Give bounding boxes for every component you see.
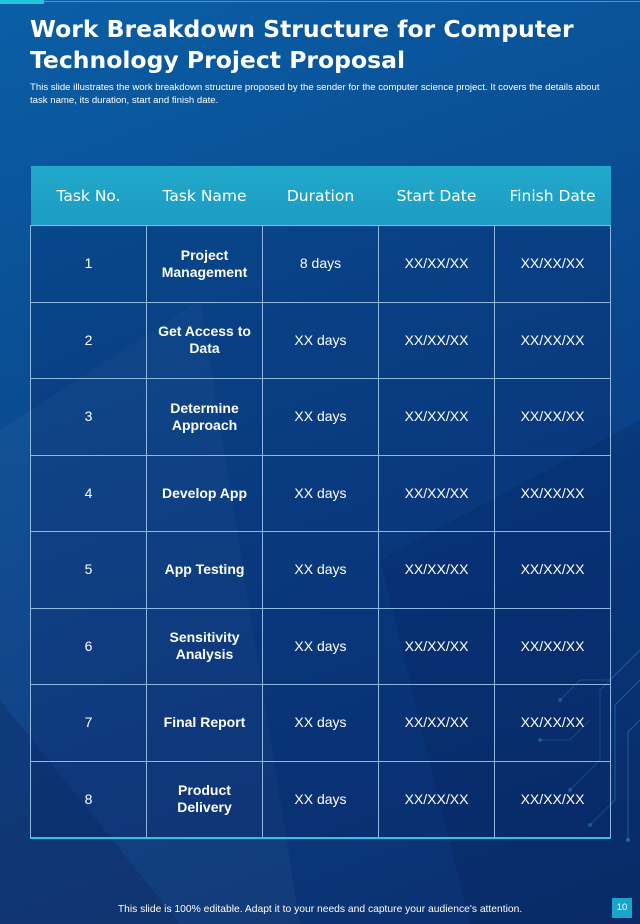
task-number-cell: 1 [31,226,147,303]
header-start-date: Start Date [379,166,495,226]
duration-cell: 8 days [263,226,379,303]
task-number-cell: 5 [31,532,147,609]
task-number-cell: 4 [31,455,147,532]
finish-date-cell: XX/XX/XX [495,761,611,838]
task-name-cell: Product Delivery [147,761,263,838]
start-date-cell: XX/XX/XX [379,761,495,838]
start-date-cell: XX/XX/XX [379,608,495,685]
duration-cell: XX days [263,761,379,838]
table-row [31,226,611,303]
slide-subtitle: This slide illustrates the work breakdown structure proposed by the sender for the computer science project. It covers the details about task name, its duration, start and finish date. [30,82,600,106]
header-task-no: Task No. [31,166,147,226]
top-accent-bar [0,0,44,4]
header-finish-date: Finish Date [495,166,611,226]
table-row [31,379,611,456]
table-row [31,455,611,532]
finish-date-cell: XX/XX/XX [495,226,611,303]
start-date-cell: XX/XX/XX [379,532,495,609]
task-number-cell: 3 [31,379,147,456]
task-number-cell: 8 [31,761,147,838]
start-date-cell: XX/XX/XX [379,302,495,379]
table-row [31,761,611,838]
header-task-name: Task Name [147,166,263,226]
task-name-cell: Develop App [147,455,263,532]
task-name-cell: Sensitivity Analysis [147,608,263,685]
duration-cell: XX days [263,532,379,609]
start-date-cell: XX/XX/XX [379,685,495,762]
top-divider-line [44,1,640,2]
finish-date-cell: XX/XX/XX [495,685,611,762]
finish-date-cell: XX/XX/XX [495,379,611,456]
task-name-cell: Determine Approach [147,379,263,456]
task-name-cell: Project Management [147,226,263,303]
task-number-cell: 6 [31,608,147,685]
table-row [31,532,611,609]
duration-cell: XX days [263,608,379,685]
table-row [31,608,611,685]
duration-cell: XX days [263,379,379,456]
finish-date-cell: XX/XX/XX [495,455,611,532]
task-name-cell: Get Access to Data [147,302,263,379]
task-name-cell: App Testing [147,532,263,609]
footer-note: This slide is 100% editable. Adapt it to your needs and capture your audience's attention. [117,904,523,915]
header-duration: Duration [263,166,379,226]
table-row [31,685,611,762]
duration-cell: XX days [263,302,379,379]
slide-title: Work Breakdown Structure for Computer Technology Project Proposal [30,15,574,74]
table-body [31,226,611,839]
header-row [31,166,611,226]
task-number-cell: 2 [31,302,147,379]
finish-date-cell: XX/XX/XX [495,302,611,379]
duration-cell: XX days [263,685,379,762]
duration-cell: XX days [263,455,379,532]
start-date-cell: XX/XX/XX [379,379,495,456]
start-date-cell: XX/XX/XX [379,455,495,532]
work-breakdown-table [30,166,611,839]
table-row [31,302,611,379]
table-header [31,166,611,226]
finish-date-cell: XX/XX/XX [495,532,611,609]
task-number-cell: 7 [31,685,147,762]
start-date-cell: XX/XX/XX [379,226,495,303]
finish-date-cell: XX/XX/XX [495,608,611,685]
page-number-badge: 10 [612,898,632,918]
task-name-cell: Final Report [147,685,263,762]
